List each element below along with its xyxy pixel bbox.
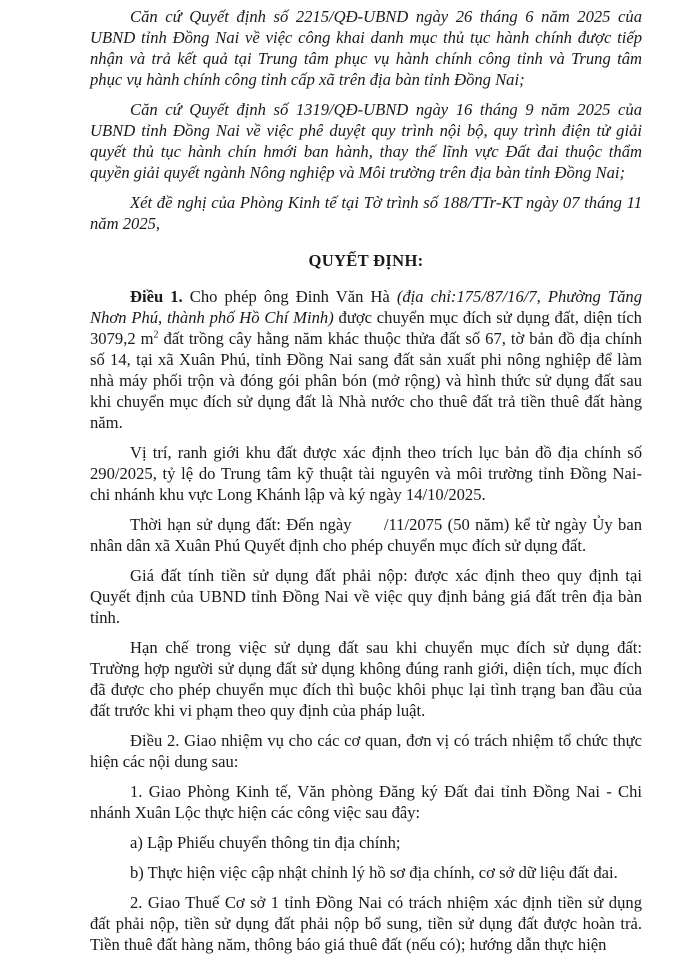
article-1-price: Giá đất tính tiền sử dụng đất phải nộp: được xác định theo quy định tại Quyết định của UBND tỉnh Đồng Nai về việc quy định bảng giá đất trên địa bàn tỉnh. (90, 566, 642, 627)
article-1-term: Thời hạn sử dụng đất: Đến ngày /11/2075 (50 năm) kể từ ngày Ủy ban nhân dân xã Xuân Phú Quyết định cho phép chuyển mục đích sử dụng đất. (90, 515, 647, 555)
decision-heading: QUYẾT ĐỊNH: (308, 251, 424, 270)
area-unit-superscript: 2 (153, 329, 159, 341)
article-1-paragraph (90, 286, 642, 433)
preamble-paragraph-2: Căn cứ Quyết định số 1319/QĐ-UBND ngày 16 tháng 9 năm 2025 của UBND tỉnh Đồng Nai về việc phê duyệt quy trình nội bộ, quy trình điện tử giải quyết thủ tục hành chín hmới ban hành, thay thế lĩnh vực Đất đai thuộc thẩm quyền giải quyết ngành Nông nghiệp và Môi trường trên địa bàn tỉnh Đồng Nai; (90, 100, 642, 182)
article-1-text-c: đất trồng cây hằng năm khác thuộc thửa đất số 67, tờ bản đồ địa chính số 14, tại xã Xuân Phú, tỉnh Đồng Nai sang đất sản xuất phi nông nghiệp để làm nhà máy phối trộn và đóng gói phân bón (mở rộng) và hình thức sử dụng đất sau khi chuyển mục đích sử dụng đất là Nhà nước cho thuê đất trả tiền thuê đất hàng năm. (90, 329, 642, 432)
article-1-text-a: Cho phép ông Đinh Văn Hà (182, 287, 397, 306)
document-page (90, 6, 647, 955)
preamble-paragraph-1: Căn cứ Quyết định số 2215/QĐ-UBND ngày 26 tháng 6 năm 2025 của UBND tỉnh Đồng Nai về việc công khai danh mục thủ tục hành chính được tiếp nhận và trả kết quả tại Trung tâm phục vụ hành chính công tỉnh và Trung tâm phục vụ hành chính công tỉnh cấp xã trên địa bàn tỉnh Đồng Nai; (90, 7, 642, 89)
article-1-restriction: Hạn chế trong việc sử dụng đất sau khi chuyển mục đích sử dụng đất: Trường hợp người sử dụng đất sử dụng không đúng ranh giới, diện tích, mục đích đã được cho phép chuyển mục đích thì buộc khôi phục lại tình trạng ban đầu của đất trước khi vi phạm theo quy định của pháp luật. (90, 638, 642, 720)
article-1-text-b: được chuyển mục đích sử dụng đất, diện tích 3079,2 m (90, 308, 642, 348)
article-2-intro: Điều 2. Giao nhiệm vụ cho các cơ quan, đơn vị có trách nhiệm tổ chức thực hiện các nội dung sau: (90, 731, 642, 771)
article-2-item-1: 1. Giao Phòng Kinh tế, Văn phòng Đăng ký Đất đai tỉnh Đồng Nai - Chi nhánh Xuân Lộc thực hiện các công việc sau đây: (90, 782, 642, 822)
preamble-paragraph-3: Xét đề nghị của Phòng Kinh tế tại Tờ trình số 188/TTr-KT ngày 07 tháng 11 năm 2025, (90, 193, 642, 233)
article-2-item-2: 2. Giao Thuế Cơ sở 1 tỉnh Đồng Nai có trách nhiệm xác định tiền sử dụng đất phải nộp, tiền sử dụng đất phải nộp bổ sung, tiền sử dụng đất được hoàn trả. Tiền thuê đất hàng năm, thông báo giá thuê đất (nếu có); hướng dẫn thực hiện (90, 893, 642, 954)
article-2-item-1a: a) Lập Phiếu chuyển thông tin địa chính; (130, 833, 401, 852)
article-2-item-1b: b) Thực hiện việc cập nhật chỉnh lý hồ sơ địa chính, cơ sở dữ liệu đất đai. (130, 863, 618, 882)
article-1-label: Điều 1. (130, 287, 183, 306)
article-1-address: (địa chỉ:175/87/16/7, Phường Tăng Nhơn Phú, thành phố Hồ Chí Minh) (90, 287, 642, 327)
article-1-location: Vị trí, ranh giới khu đất được xác định theo trích lục bản đồ địa chính số 290/2025, tỷ lệ do Trung tâm kỹ thuật tài nguyên và môi trường tỉnh Đồng Nai- chi nhánh khu vực Long Khánh lập và ký ngày 14/10/2025. (90, 443, 642, 504)
